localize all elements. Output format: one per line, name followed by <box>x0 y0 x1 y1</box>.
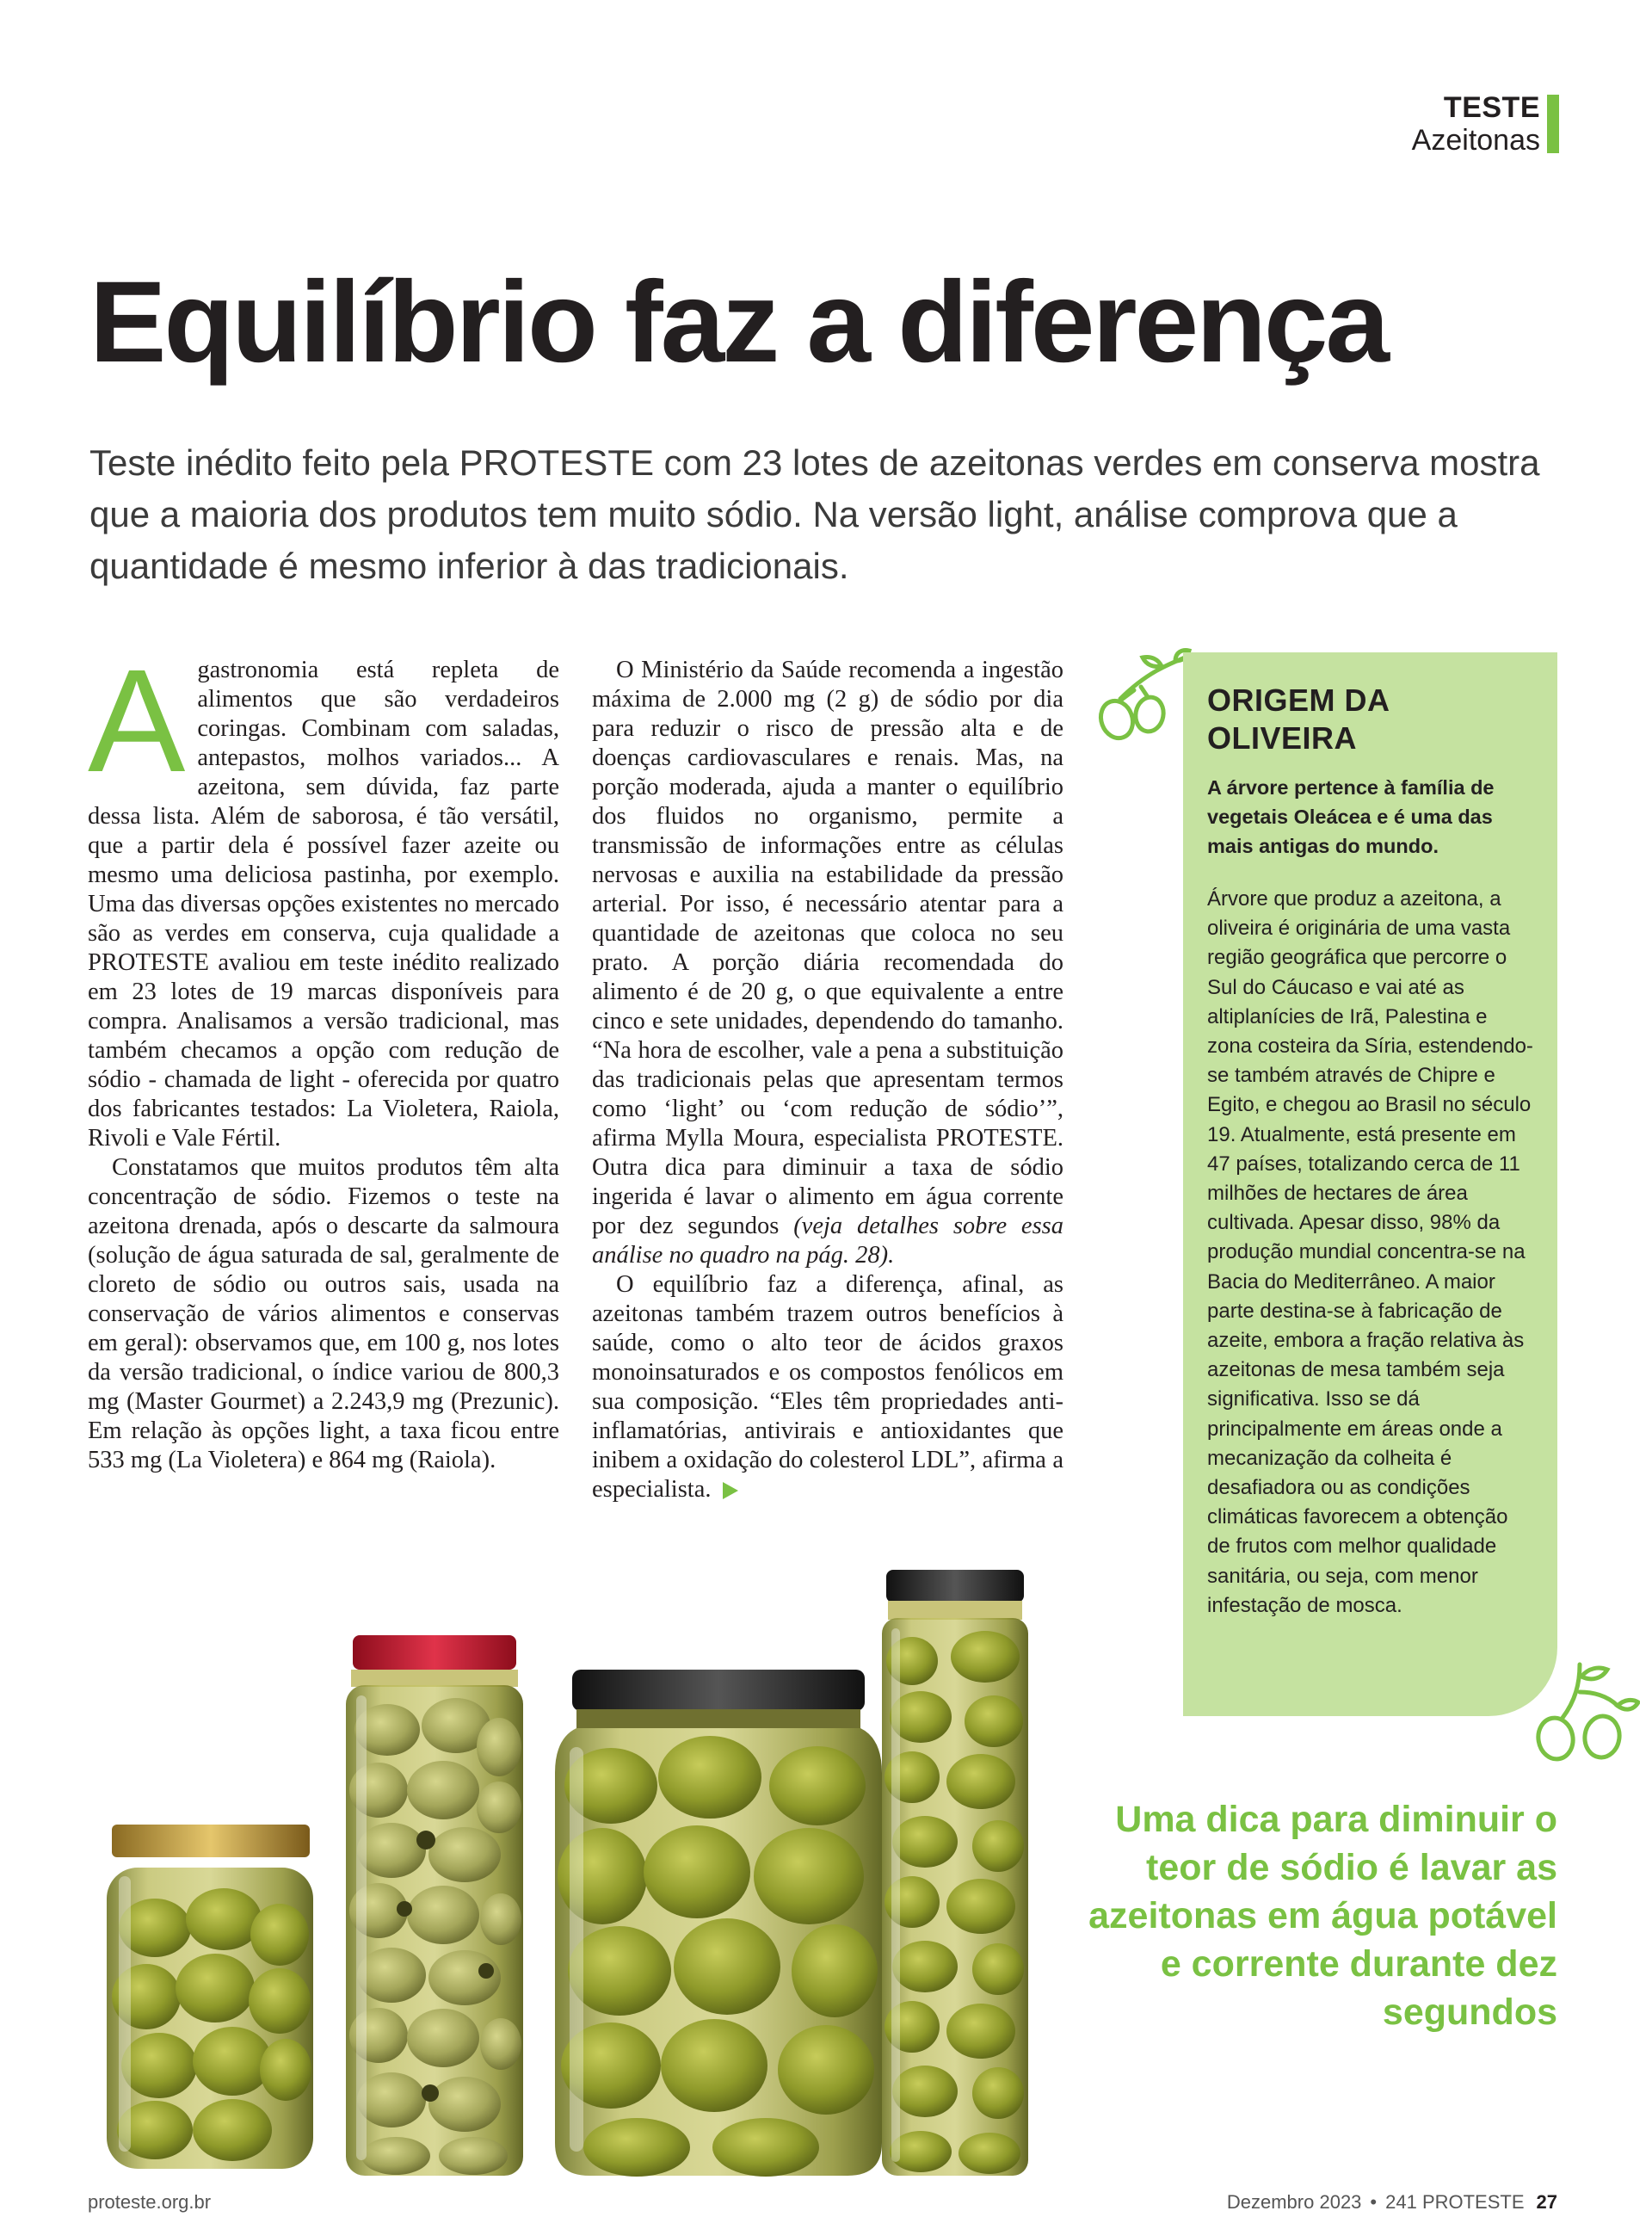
footer-site-url: proteste.org.br <box>88 2191 212 2213</box>
article-paragraph <box>88 639 559 1153</box>
subsection-label: Azeitonas <box>1411 124 1540 157</box>
page-subtitle: Teste inédito feito pela PROTESTE com 23 lotes de azeitonas verdes em conserva mostra que a maioria dos produtos tem muito sódio. Na versão light, análise comprova que a quantidade é mesmo inferior à das tradicionais. <box>89 442 1540 586</box>
footer-issue: 241 PROTESTE <box>1385 2191 1525 2213</box>
article-paragraph: Constatamos que muitos produtos têm alta concentração de sódio. Fizemos o teste na azeitona drenada, após o descarte da salmoura (solução de água saturada de sal, geralmente de cloreto de sódio ou outros sais, usada na conservação de vários alimentos e conservas em geral): observamos que, em 100 g, nos lotes da versão tradicional, o índice variou de 800,3 mg (Master Gourmet) a 2.243,9 mg (Prezunic). Em relação às opções light, a taxa ficou entre 533 mg (La Violetera) e 864 mg (Raiola). <box>88 1154 559 1473</box>
continue-arrow-icon <box>723 1482 738 1499</box>
article-paragraph <box>592 1270 1063 1504</box>
olive-branch-icon <box>1086 647 1198 750</box>
article-column-1 <box>88 639 559 1475</box>
olive-jars-photo <box>95 1566 1101 2186</box>
section-tag <box>1412 91 1559 157</box>
paragraph-text: gastronomia está repleta de alimentos que são verdadeiros coringas. Combinam com saladas, antepastos, molhos variados... A azeitona, sem dúvida, faz parte dessa lista. Além de saborosa, é tão versátil, que a partir dela é possível fazer azeite ou mesmo uma deliciosa pastinha, por exemplo. Uma das diversas opções existentes no mercado são as verdes em conserva, cuja qualidade a PROTESTE avaliou em teste inédito realizado em 23 lotes de 19 marcas disponíveis para compra. Analisamos a versão tradicional, mas também checamos a opção com redução de sódio - chamada de light - oferecida por quatro dos fabricantes testados: La Violetera, Raiola, Rivoli e Vale Fértil. <box>88 657 559 1152</box>
section-label: TESTE <box>1443 91 1540 124</box>
drop-cap: A <box>88 639 186 803</box>
paragraph-text: O Ministério da Saúde recomenda a ingestão máxima de 2.000 mg (2 g) de sódio por dia para reduzir o risco de pressão alta e de doenças cardiovasculares e renais. Mas, na porção moderada, ajuda a manter o equilíbrio dos fluidos no organismo, permite a transmissão de informações entre as células nervosas e auxilia na estabilidade da pressão arterial. Por isso, é necessário atentar para a quantidade de azeitonas que coloca no seu prato. A porção diária recomendada do alimento é de 20 g, o que equivalente a entre cinco e sete unidades, dependendo do tamanho. “Na hora de escolher, vale a pena a substituição das tradicionais pelas que apresentam termos como ‘light’ ou ‘com redução de sódio’”, afirma Mylla Moura, especialista PROTESTE. Outra dica para diminuir a taxa de sódio ingerida é lavar o alimento em água corrente por dez segundos <box>592 657 1063 1239</box>
sidebar-body: Árvore que produz a azeitona, a oliveira é originária de uma vasta região geográfica que percorre o Sul do Cáucaso e vai até as altiplanícies de Irã, Palestina e zona costeira da Síria, estendendo-se também através de Chipre e Egito, e chegou ao Brasil no século 19. Atualmente, está presente em 47 países, totalizando cerca de 11 milhões de hectares de área cultivada. Apesar disso, 98% da produção mundial concentra-se na Bacia do Mediterrâneo. A maior parte destina-se à fabricação de azeite, embora a fração relativa às azeitonas de mesa também seja significativa. Isso se dá principalmente em áreas onde a mecanização da colheita é desafiadora ou as condições climáticas favorecem a obtenção de frutos com melhor qualidade sanitária, ou seja, com menor infestação de mosca. <box>1207 887 1533 1617</box>
cross-reference: (veja detalhes sobre essa análise no quadro na pág. 28). <box>592 1213 1064 1269</box>
pull-quote: Uma dica para diminuir o teor de sódio é lavar as azeitonas em água potável e corrente durante dez segundos <box>1088 1799 1557 2033</box>
article-column-2 <box>592 656 1063 1504</box>
footer-separator-icon: • <box>1370 2191 1378 2213</box>
sidebar-title: ORIGEM DA OLIVEIRA <box>1207 682 1390 756</box>
article-paragraph <box>592 656 1063 1270</box>
footer-issue-info <box>1227 2191 1557 2214</box>
sidebar-lead: A árvore pertence à família de vegetais Oleácea e é uma das mais antigas do mundo. <box>1207 776 1495 857</box>
page-number: 27 <box>1536 2191 1557 2213</box>
sidebar-box <box>1183 652 1557 1716</box>
footer-date: Dezembro 2023 <box>1226 2191 1362 2213</box>
olive-branch-icon <box>1528 1658 1640 1769</box>
page-title: Equilíbrio faz a diferença <box>89 258 1388 386</box>
paragraph-text: O equilíbrio faz a diferença, afinal, as azeitonas também trazem outros benefícios à saúde, como o alto teor de ácidos graxos monoinsaturados e os compostos fenólicos em sua composição. “Eles têm propriedades anti-inflamatórias, antivirais e antioxidantes que inibem a oxidação do colesterol LDL”, afirma a especialista. <box>592 1271 1063 1503</box>
